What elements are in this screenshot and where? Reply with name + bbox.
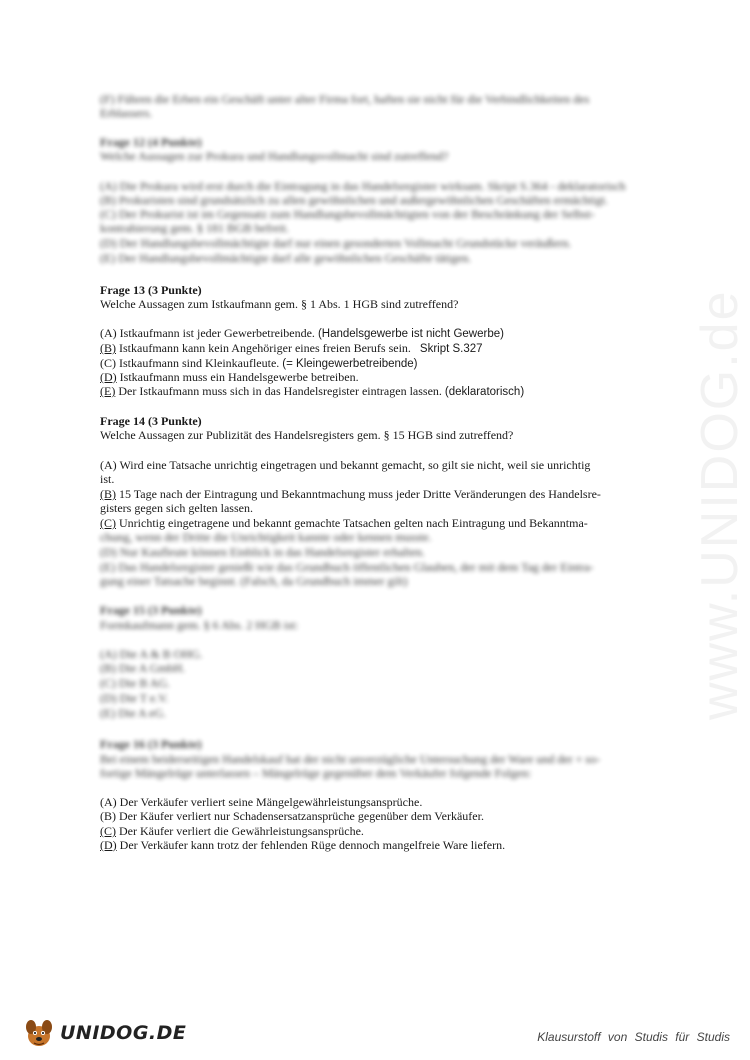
q13-option-b (100, 341, 483, 356)
handwritten-note: (deklaratorisch) (444, 386, 525, 398)
text-line: Erblassers. (100, 106, 153, 120)
text-line: chung, wenn der Dritte die Unrichtigkeit kannte oder kennen musste. (100, 530, 432, 544)
option-letter: (C) (100, 824, 116, 838)
question-title: Frage 16 (3 Punkte) (100, 737, 202, 751)
question-13-text: Welche Aussagen zum Istkaufmann gem. § 1 Abs. 1 HGB sind zutreffend? (100, 297, 459, 311)
q14-option-b-line2: gisters gegen sich gelten lassen. (100, 501, 253, 515)
dog-mascot-icon (22, 1018, 56, 1048)
option-line: (C) Die B AG. (100, 676, 170, 690)
option-text: Istkaufmann ist jeder Gewerbetreibende. (119, 326, 315, 340)
handwritten-note: Skript S.327 (419, 343, 483, 355)
unidog-logo[interactable] (22, 1018, 186, 1048)
q14-option-a-line1: (A) Wird eine Tatsache unrichtig eingetragen und bekannt gemacht, so gilt sie nicht, weil sie unrichtig (100, 458, 591, 472)
question-text: Welche Aussagen zur Prokura und Handlungsvollmacht sind zutreffend? (100, 149, 449, 163)
option-letter: (B) (100, 487, 116, 501)
option-letter: (A) (100, 795, 117, 809)
question-14-text: Welche Aussagen zur Publizität des Handelsregisters gem. § 15 HGB sind zutreffend? (100, 428, 514, 442)
option-text: Istkaufmann sind Kleinkaufleute. (119, 356, 280, 370)
text-line: (F) Führen die Erben ein Geschäft unter alter Firma fort, haften sie nicht für die Verbindlichkeiten des (100, 92, 590, 106)
option-letter: (E) (100, 384, 116, 398)
option-line: (C) Der Prokurist ist im Gegensatz zum Handlungsbevollmächtigten von der Beschränkung der Selbst- (100, 207, 595, 221)
option-letter: (A) (100, 326, 117, 340)
option-line: (D) Der Handlungsbevollmächtigte darf nur einen gesonderten Vollmacht Grundstücke veräußern. (100, 236, 572, 250)
option-letter: (B) (100, 341, 116, 355)
option-letter: (C) (100, 516, 116, 530)
question-text: Bei einem beiderseitigen Handelskauf hat der nicht unverzügliche Untersuchung der Ware und der + so- (100, 752, 601, 766)
question-text: fortige Mängelrüge unterlassen – Mängelrüge gegenüber dem Verkäufer folgende Folgen: (100, 766, 532, 780)
q16-option-a (100, 795, 422, 809)
option-line: kontrahierung gem. § 181 BGB befreit. (100, 221, 289, 235)
option-text: 15 Tage nach der Eintragung und Bekanntmachung muss jeder Dritte Veränderungen des Handelsre- (119, 487, 601, 501)
text-line: (E) Das Handelsregister genießt wie das Grundbuch öffentlichen Glauben, der mit dem Tag der Eintra- (100, 560, 594, 574)
option-letter: (C) (100, 356, 116, 370)
q16-option-d (100, 838, 505, 852)
question-14-title: Frage 14 (3 Punkte) (100, 414, 202, 428)
option-line: (B) Prokuristen sind grundsätzlich zu allen gewöhnlichen und außergewöhnlichen Geschäften ermächtigt. (100, 193, 608, 207)
option-letter: (D) (100, 838, 117, 852)
q16-option-c (100, 824, 364, 838)
q16-option-b (100, 809, 484, 823)
option-text: Istkaufmann kann kein Angehöriger eines freien Berufs sein. (119, 341, 411, 355)
option-text: Der Verkäufer kann trotz der fehlenden Rüge dennoch mangelfreie Ware liefern. (119, 838, 506, 852)
option-text: Der Käufer verliert nur Schadensersatzansprüche gegenüber dem Verkäufer. (119, 809, 484, 823)
option-text: Der Käufer verliert die Gewährleistungsansprüche. (119, 824, 364, 838)
option-line: (B) Die A GmbH. (100, 661, 186, 675)
watermark: www.UNIDOG.de (691, 289, 749, 720)
logo-text: UNIDOG.DE (60, 1022, 187, 1044)
question-text: Formkaufmann gem. § 6 Abs. 2 HGB ist: (100, 618, 299, 632)
option-text: Der Istkaufmann muss sich in das Handelsregister eintragen lassen. (118, 384, 442, 398)
option-line: (D) Die T e.V. (100, 691, 169, 705)
text-line: (D) Nur Kaufleute können Einblick in das Handelsregister erhalten. (100, 545, 425, 559)
q14-option-a-line2: ist. (100, 472, 115, 486)
option-letter: (B) (100, 809, 116, 823)
q14-option-b-line1 (100, 487, 601, 501)
option-line: (A) Die Prokura wird erst durch die Eintragung in das Handelsregister wirksam. Skript S.364 - deklaratorisch (100, 179, 626, 193)
option-letter: (D) (100, 370, 117, 384)
option-line: (E) Die A eG. (100, 706, 166, 720)
question-title: Frage 12 (4 Punkte) (100, 135, 202, 149)
q13-option-d (100, 370, 359, 384)
q13-option-a (100, 326, 504, 341)
q14-option-c-line1 (100, 516, 588, 530)
option-line: (E) Der Handlungsbevollmächtigte darf alle gewöhnlichen Geschäfte tätigen. (100, 251, 472, 265)
option-line: (A) Die A & B OHG. (100, 647, 203, 661)
q13-option-e (100, 384, 524, 399)
question-title: Frage 15 (3 Punkte) (100, 603, 202, 617)
handwritten-note: (= Kleingewerbetreibende) (282, 358, 418, 370)
text-line: gung einer Tatsache beginnt. (Falsch, da Grundbuch immer gilt) (100, 574, 408, 588)
option-text: Istkaufmann muss ein Handelsgewerbe betreiben. (119, 370, 359, 384)
handwritten-note: (Handelsgewerbe ist nicht Gewerbe) (317, 328, 504, 340)
footer-slogan: Klausurstoff von Studis für Studis (537, 1030, 730, 1044)
option-text: Unrichtig eingetragene und bekannt gemachte Tatsachen gelten nach Eintragung und Bekanntma- (119, 516, 588, 530)
option-text: Der Verkäufer verliert seine Mängelgewährleistungsansprüche. (119, 795, 423, 809)
question-13-title: Frage 13 (3 Punkte) (100, 283, 202, 297)
q13-option-c (100, 356, 418, 371)
